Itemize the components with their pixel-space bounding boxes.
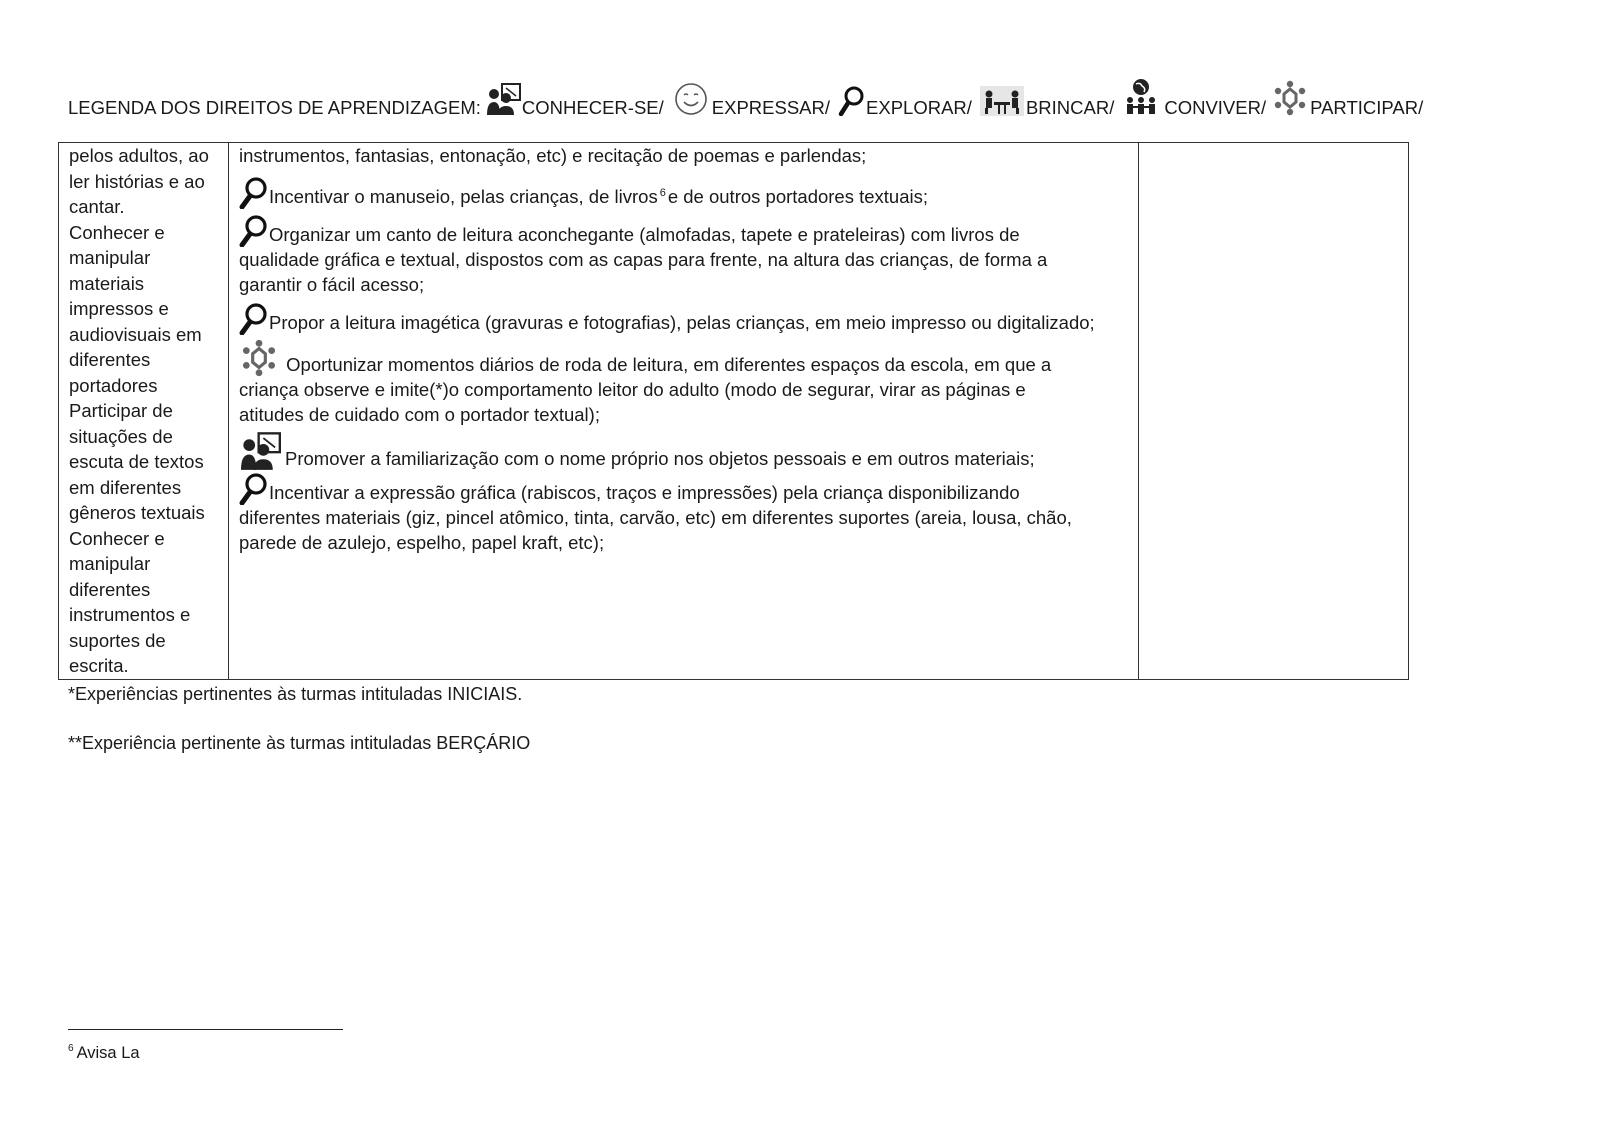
magnifier-icon [239,215,267,247]
objective-line: situações de [69,425,173,447]
participation-circle-icon [239,339,279,377]
objective-line: Conhecer e [69,527,165,549]
objective-line: manipular [69,247,151,268]
legend-item-participar [1272,80,1423,122]
magnifier-icon [838,86,864,116]
note-iniciais: *Experiências pertinentes às turmas intituladas INICIAIS. [68,684,523,704]
objective-line: cantar. [69,196,125,217]
objective-line: diferentes [69,349,151,370]
legend-item-conhecer [486,82,664,122]
participation-circle-icon [1272,80,1308,116]
footnote-text: Avisa La [76,1044,140,1062]
experience-text: e de outros portadores textuais; [667,186,929,207]
objective-line: escuta de textos [69,451,204,472]
legend-text-explorar: EXPLORAR/ [866,97,972,118]
objective-line: pelos adultos, ao [69,145,209,166]
objective-line: portadores [69,374,158,396]
objective-line: em diferentes [69,476,182,498]
smiley-face-icon [674,82,708,116]
experience-text: qualidade gráfica e textual, dispostos com as capas para frente, na altura das crianças, de forma a [239,249,1048,270]
footnote-separator [68,1029,343,1030]
legend-item-brincar [980,86,1114,122]
objectives-cell [59,143,229,680]
legend-item-conviver [1124,78,1266,122]
objective-line: impressos e [69,298,169,319]
experience-text: Propor a leitura imagética (gravuras e fotografias), pelas crianças, em meio impresso ou digitalizado; [269,312,1095,333]
objective-line: gêneros textuais [69,502,205,523]
curriculum-table [58,142,1409,680]
experiences-text [229,143,1138,555]
objective-line: diferentes [69,578,151,600]
legend-text-expressar: EXPRESSAR/ [711,97,831,118]
legend-text-participar: PARTICIPAR/ [1310,97,1424,118]
experience-manuseio [239,177,1132,209]
experience-expressao-grafica [239,473,1132,555]
magnifier-icon [239,303,267,335]
objectives-text [59,143,228,679]
magnifier-icon [239,473,267,505]
experiences-cell [229,143,1139,680]
magnifier-icon [239,177,267,209]
footnote-number: 6 [68,1043,74,1054]
rights-legend [68,62,1423,122]
objective-line: suportes de [69,629,166,651]
table-row [59,143,1409,680]
empty-cell [1139,143,1409,680]
objective-line: ler histórias e ao [69,170,205,192]
playing-children-icon [980,86,1024,116]
legend-text-conviver: CONVIVER/ [1164,97,1267,118]
experience-text: Promover a familiarização com o nome próprio nos objetos pessoais e em outros materiais; [285,448,1035,469]
people-board-icon [486,82,522,116]
objective-line: manipular [69,553,151,574]
experience-leitura-imagetica [239,303,1132,335]
legend-text-brincar: BRINCAR/ [1025,97,1115,118]
experience-text: diferentes materiais (giz, pincel atômico, tinta, carvão, etc) em diferentes suportes (areia, lousa, chão, [239,507,1072,528]
experience-text: Incentivar o manuseio, pelas crianças, de livros [269,186,658,207]
legend-text-conhecer: CONHECER-SE/ [521,97,664,118]
experience-text: Organizar um canto de leitura aconchegante (almofadas, tapete e prateleiras) com livros de [269,224,1020,245]
footnote-ref: 6 [659,187,666,199]
objective-line: materiais [69,272,145,294]
experience-text: criança observe e imite(*)o comportamento leitor do adulto (modo de segurar, virar as páginas e [239,379,1026,400]
experience-text: garantir o fácil acesso; [239,274,425,295]
globe-family-icon [1124,78,1158,116]
legend-label: LEGENDA DOS DIREITOS DE APRENDIZAGEM: [68,97,481,118]
note-bercario: **Experiência pertinente às turmas intituladas BERÇÁRIO [68,733,531,753]
legend-item-explorar [838,86,972,122]
experience-text: atitudes de cuidado com o portador textual); [239,404,600,425]
people-board-icon [239,431,283,471]
objective-line: audiovisuais em [69,323,202,345]
experience-text: Oportunizar momentos diários de roda de leitura, em diferentes espaços da escola, em que a [286,354,1052,375]
experience-text: parede de azulejo, espelho, papel kraft, etc); [239,532,605,553]
experience-nome-proprio [239,431,1132,471]
objective-line: Conhecer e [69,221,165,243]
experience-intro: instrumentos, fantasias, entonação, etc) e recitação de poemas e parlendas; [239,145,867,166]
objective-line: instrumentos e [69,604,191,625]
footnote [68,1043,140,1063]
experience-roda-leitura [239,339,1132,427]
objective-line: escrita. [69,655,129,676]
legend-item-expressar [674,82,830,122]
experience-text: Incentivar a expressão gráfica (rabiscos, traços e impressões) pela criança disponibilizando [269,482,1020,503]
experience-canto-leitura [239,215,1132,297]
objective-line: Participar de [69,400,173,421]
